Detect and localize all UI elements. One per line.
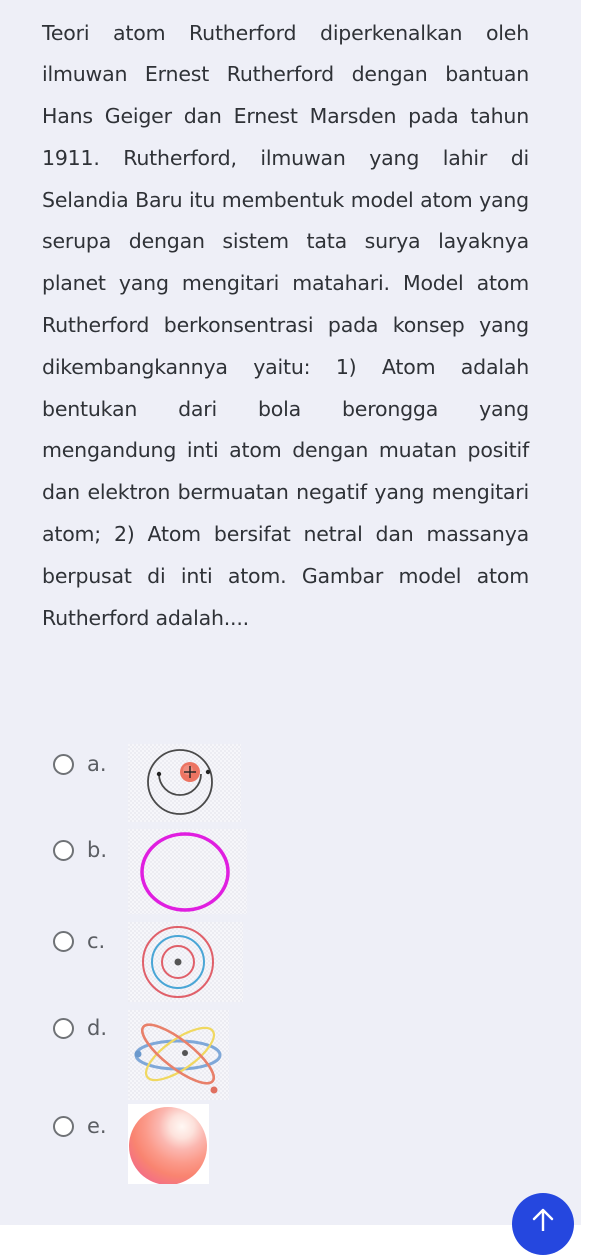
- option-a-label: a.: [87, 752, 107, 776]
- option-c-image: [128, 922, 243, 1002]
- option-c[interactable]: [0, 922, 581, 1004]
- radio-option-d[interactable]: [53, 1018, 74, 1039]
- option-b[interactable]: [0, 829, 581, 915]
- solid-sphere-icon: [128, 1104, 209, 1184]
- option-e[interactable]: [0, 1104, 581, 1186]
- question-text: Teori atom Rutherford diperkenalkan oleh ilmuwan Ernest Rutherford dengan bantuan Hans Geiger dan Ernest Marsden pada tahun 1911. Rutherford, ilmuwan yang lahir di Selandia Baru itu membentuk model atom yang serupa dengan sistem tata surya layaknya planet yang mengitari matahari. Model atom Rutherford berkonsentrasi pada konsep yang dikembangkannya yaitu: 1) Atom adalah bentukan dari bola berongga yang mengandung inti atom dengan muatan positif dan elektron bermuatan negatif yang mengitari atom; 2) Atom bersifat netral dan massanya berpusat di inti atom. Gambar model atom Rutherford adalah....: [42, 20, 529, 630]
- option-a-image: [128, 744, 241, 822]
- option-a[interactable]: [0, 744, 581, 824]
- option-e-label: e.: [87, 1114, 107, 1138]
- magenta-circle-icon: [128, 829, 247, 914]
- radio-option-c[interactable]: [53, 931, 74, 952]
- option-b-image: [128, 829, 247, 914]
- scroll-to-top-button[interactable]: [512, 1193, 574, 1255]
- radio-option-b[interactable]: [53, 840, 74, 861]
- option-d-label: d.: [87, 1016, 108, 1040]
- option-d[interactable]: [0, 1010, 581, 1102]
- rutherford-atom-icon: [128, 744, 241, 822]
- concentric-rings-icon: [128, 922, 243, 1002]
- option-b-label: b.: [87, 838, 108, 862]
- option-c-label: c.: [87, 929, 106, 953]
- option-e-image: [128, 1104, 209, 1184]
- radio-option-e[interactable]: [53, 1116, 74, 1137]
- elliptical-orbits-icon: [128, 1010, 229, 1100]
- radio-option-a[interactable]: [53, 754, 74, 775]
- arrow-up-icon: [531, 1207, 555, 1231]
- option-d-image: [128, 1010, 229, 1100]
